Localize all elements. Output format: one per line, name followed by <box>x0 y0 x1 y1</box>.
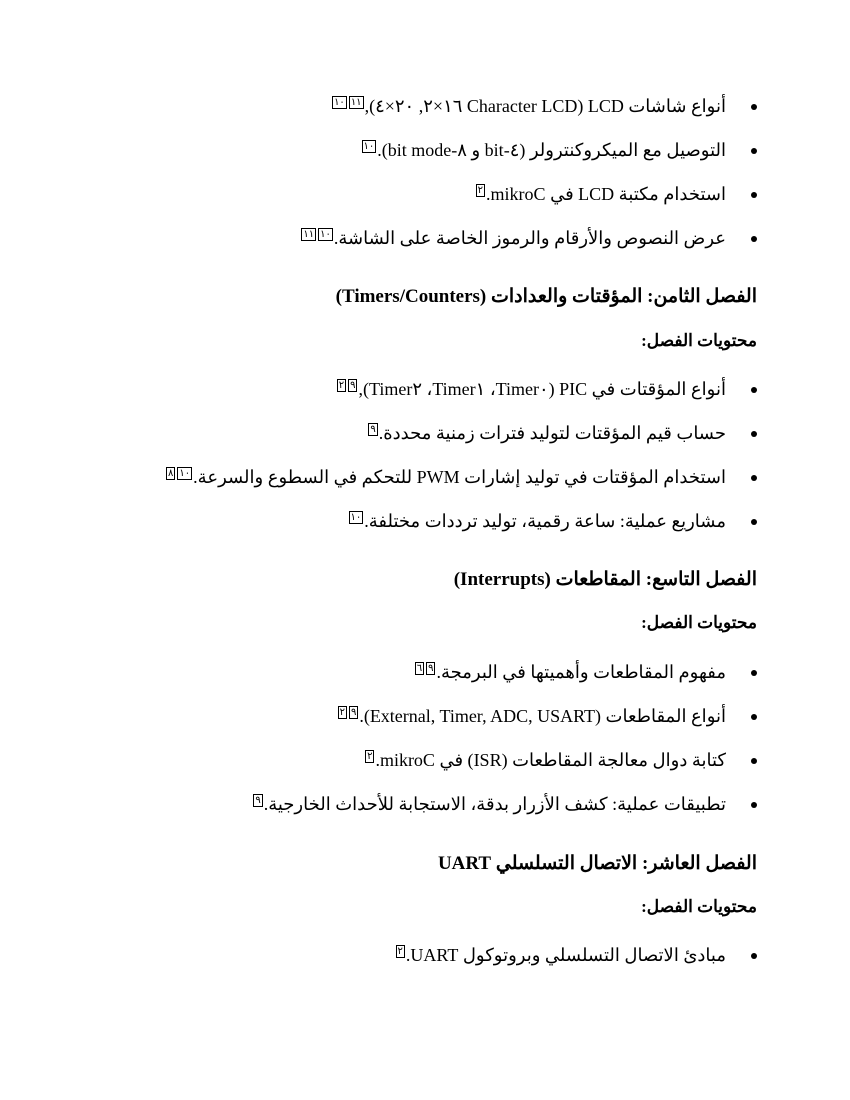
citation-ref[interactable]: ٢ <box>477 185 484 196</box>
list-item-text: مبادئ الاتصال التسلسلي وبروتوكول UART. <box>405 945 726 965</box>
citation-ref[interactable]: ٨ <box>168 468 174 479</box>
citation-ref[interactable]: ٩ <box>350 707 357 718</box>
list-item-text: مشاريع عملية: ساعة رقمية، توليد ترددات مختلفة. <box>364 511 726 531</box>
citation-ref[interactable]: ٦ <box>416 663 423 674</box>
citation-ref[interactable]: ٩ <box>350 380 356 391</box>
list-item <box>197 183 757 206</box>
citation-ref[interactable]: ٢ <box>338 380 345 391</box>
citation-ref[interactable]: ١٠ <box>179 468 191 479</box>
citation-ref[interactable]: ١٠ <box>334 97 345 108</box>
citation-ref[interactable]: ١١ <box>350 97 362 108</box>
list-item-text: كتابة دوال معالجة المقاطعات (ISR) في mikroC. <box>375 750 726 770</box>
citation-ref[interactable]: ٢ <box>397 946 403 957</box>
lcd-bullet-list <box>197 95 757 271</box>
chapter8-bullet-list <box>168 378 757 554</box>
list-item <box>197 944 757 967</box>
citation-ref[interactable]: ٩ <box>255 795 261 806</box>
list-item-text: حساب قيم المؤقتات لتوليد فترات زمنية محددة. <box>378 423 726 443</box>
citation-ref[interactable]: ١٠ <box>350 512 362 523</box>
list-item <box>197 793 757 816</box>
chapter10-bullet-list <box>197 944 757 988</box>
citation-ref[interactable]: ٩ <box>370 424 376 435</box>
list-item-text: أنواع المقاطعات (External, Timer, ADC, USART). <box>359 706 726 726</box>
chapter8-contents-label: محتويات الفصل: <box>641 331 757 350</box>
list-item-text: عرض النصوص والأرقام والرموز الخاصة على الشاشة. <box>333 228 726 248</box>
list-item <box>197 510 757 533</box>
list-item <box>197 422 757 445</box>
list-item <box>197 227 757 250</box>
list-item-text: استخدام المؤقتات في توليد إشارات PWM للتحكم في السطوع والسرعة. <box>193 467 726 487</box>
chapter8-title: الفصل الثامن: المؤقتات والعدادات (Timers/Counters) <box>335 286 757 307</box>
citation-ref[interactable]: ٢ <box>367 751 373 762</box>
chapter10-contents-label: محتويات الفصل: <box>641 897 757 916</box>
citation-ref[interactable]: ٢ <box>339 707 345 718</box>
list-item <box>197 749 757 772</box>
citation-ref[interactable]: ١٠ <box>363 141 375 152</box>
list-item <box>197 95 757 118</box>
chapter10-title: الفصل العاشر: الاتصال التسلسلي UART <box>437 853 757 874</box>
list-item-text: استخدام مكتبة LCD في mikroC. <box>486 184 726 204</box>
chapter9-contents-label: محتويات الفصل: <box>641 613 757 632</box>
list-item-text: تطبيقات عملية: كشف الأزرار بدقة، الاستجابة للأحداث الخارجية. <box>263 794 726 814</box>
chapter9-bullet-list <box>197 661 757 837</box>
list-item <box>197 661 757 684</box>
list-item-text: أنواع المؤقتات في PIC (Timer٠، Timer١، Timer٢), <box>358 379 726 399</box>
list-item-text: أنواع شاشات LCD (Character LCD ١٦×٢, ٢٠×٤), <box>364 96 726 116</box>
citation-ref[interactable]: ١١ <box>303 229 315 240</box>
list-item <box>168 466 757 489</box>
list-item <box>197 139 757 162</box>
list-item-text: التوصيل مع الميكروكنترولر (٤-bit و ٨-bit mode). <box>377 140 726 160</box>
list-item <box>197 705 757 728</box>
list-item <box>197 378 757 401</box>
citation-ref[interactable]: ٩ <box>428 663 434 674</box>
chapter9-title: الفصل التاسع: المقاطعات (Interrupts) <box>453 569 757 590</box>
list-item-text: مفهوم المقاطعات وأهميتها في البرمجة. <box>436 662 726 682</box>
citation-ref[interactable]: ١٠ <box>320 229 331 240</box>
